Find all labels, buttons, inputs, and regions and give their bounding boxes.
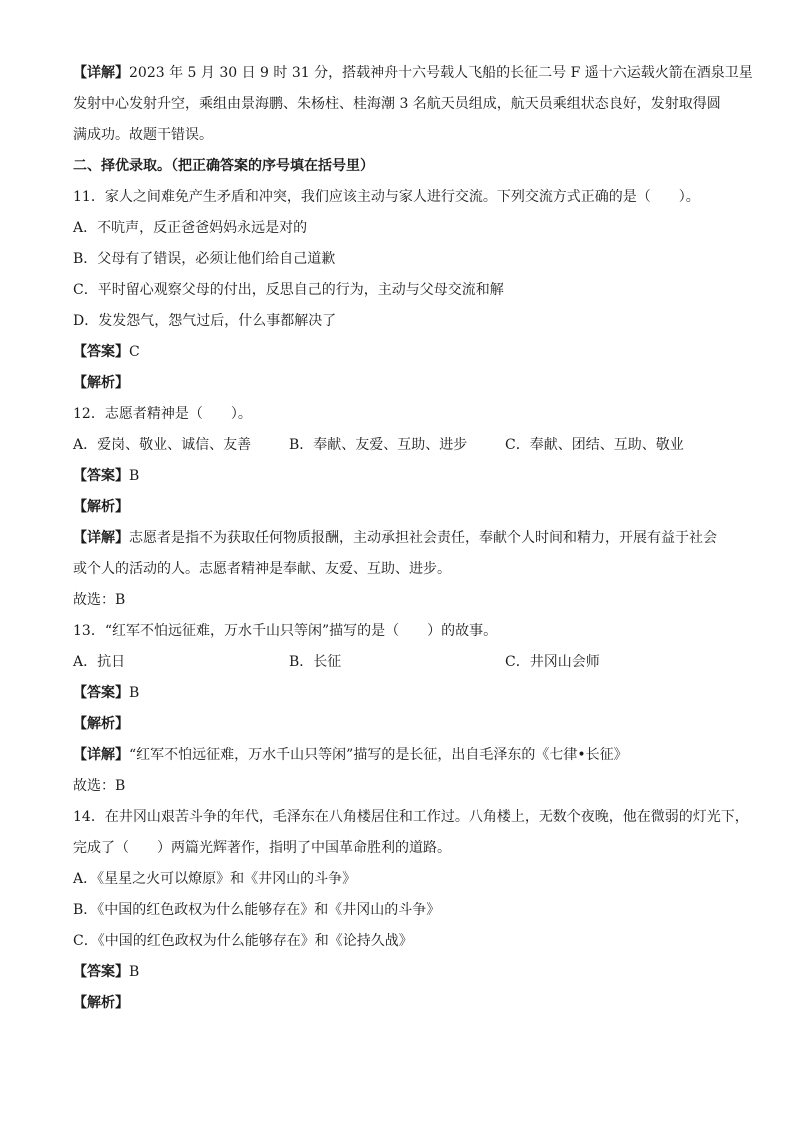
- q12-analysis-label: 【解析】: [73, 499, 129, 515]
- q14-option-c: C．《中国的红色政权为什么能够存在》和《论持久战》: [73, 933, 413, 949]
- detail-label: 【详解】: [73, 747, 129, 763]
- section-title: 二、择优录取。（把正确答案的序号填在括号里）: [73, 158, 374, 174]
- q11-option-b: B．父母有了错误，必须让他们给自己道歉: [73, 251, 336, 267]
- intro-text-1: 2023 年 5 月 30 日 9 时 31 分，搭载神舟十六号载人飞船的长征二号 F 遥十六运载火箭在酒泉卫星: [129, 65, 753, 81]
- q11-option-a: A．不吭声，反正爸爸妈妈永远是对的: [73, 220, 308, 236]
- detail-label: 【详解】: [73, 530, 129, 546]
- answer-label: 【答案】: [73, 468, 129, 484]
- q14-answer: [73, 957, 730, 988]
- q12-option-b: B．奉献、友爱、互助、进步: [289, 437, 468, 453]
- q12-detail-text-1: 志愿者是指不为获取任何物质报酬，主动承担社会责任，奉献个人时间和精力，开展有益于社会: [129, 530, 717, 546]
- intro-line-1: [73, 58, 753, 89]
- answer-label: 【答案】: [73, 685, 129, 701]
- q13-options: [73, 647, 730, 678]
- q13-option-a: A．抗日: [73, 654, 126, 670]
- q12-option-c: C．奉献、团结、互助、敬业: [505, 437, 684, 453]
- q12-option-a: A．爱岗、敬业、诚信、友善: [73, 437, 252, 453]
- q13-stem: 13．“红军不怕远征难，万水千山只等闲”描写的是（ ）的故事。: [73, 623, 498, 639]
- answer-label: 【答案】: [73, 964, 129, 980]
- q12-options: [73, 430, 730, 461]
- answer-value: B: [129, 468, 140, 484]
- answer-value: C: [129, 344, 140, 360]
- q13-choice: 故选：B: [73, 778, 126, 794]
- q13-answer: [73, 678, 730, 709]
- q11-option-c: C．平时留心观察父母的付出，反思自己的行为，主动与父母交流和解: [73, 282, 504, 298]
- q14-analysis-label: 【解析】: [73, 995, 129, 1011]
- q14-stem-line-2: 完成了（ ）两篇光辉著作，指明了中国革命胜利的道路。: [73, 840, 451, 856]
- q14-option-a: A．《星星之火可以燎原》和《井冈山的斗争》: [73, 871, 357, 887]
- q12-choice: 故选：B: [73, 592, 126, 608]
- answer-value: B: [129, 685, 140, 701]
- q11-stem: 11．家人之间难免产生矛盾和冲突，我们应该主动与家人进行交流。下列交流方式正确的是（ ）。: [73, 189, 700, 205]
- q11-option-d: D．发发怨气，怨气过后，什么事都解决了: [73, 313, 337, 329]
- q12-stem: 12．志愿者精神是（ ）。: [73, 406, 252, 422]
- answer-label: 【答案】: [73, 344, 129, 360]
- intro-line-3: 满成功。故题干错误。: [73, 127, 213, 143]
- q13-option-c: C．井冈山会师: [505, 654, 600, 670]
- q12-detail-line-1: [73, 523, 730, 554]
- q14-option-b: B．《中国的红色政权为什么能够存在》和《井冈山的斗争》: [73, 902, 441, 918]
- q11-analysis-label: 【解析】: [73, 375, 129, 391]
- answer-value: B: [129, 964, 140, 980]
- q13-detail-line-1: [73, 740, 730, 771]
- q12-detail-line-2: 或个人的活动的人。志愿者精神是奉献、友爱、互助、进步。: [73, 561, 451, 577]
- detail-label: 【详解】: [73, 65, 129, 81]
- q11-answer: [73, 337, 730, 368]
- q13-detail-text-1: “红军不怕远征难，万水千山只等闲”描写的是长征，出自毛泽东的《七律•长征》: [129, 747, 628, 763]
- q12-answer: [73, 461, 730, 492]
- q13-analysis-label: 【解析】: [73, 716, 129, 732]
- q14-stem-line-1: 14．在井冈山艰苦斗争的年代，毛泽东在八角楼居住和工作过。八角楼上，无数个夜晚，他在微弱的灯光下，: [73, 809, 749, 825]
- q13-option-b: B．长征: [289, 654, 342, 670]
- intro-line-2: 发射中心发射升空，乘组由景海鹏、朱杨柱、桂海潮 3 名航天员组成，航天员乘组状态良好，发射取得圆: [73, 96, 721, 112]
